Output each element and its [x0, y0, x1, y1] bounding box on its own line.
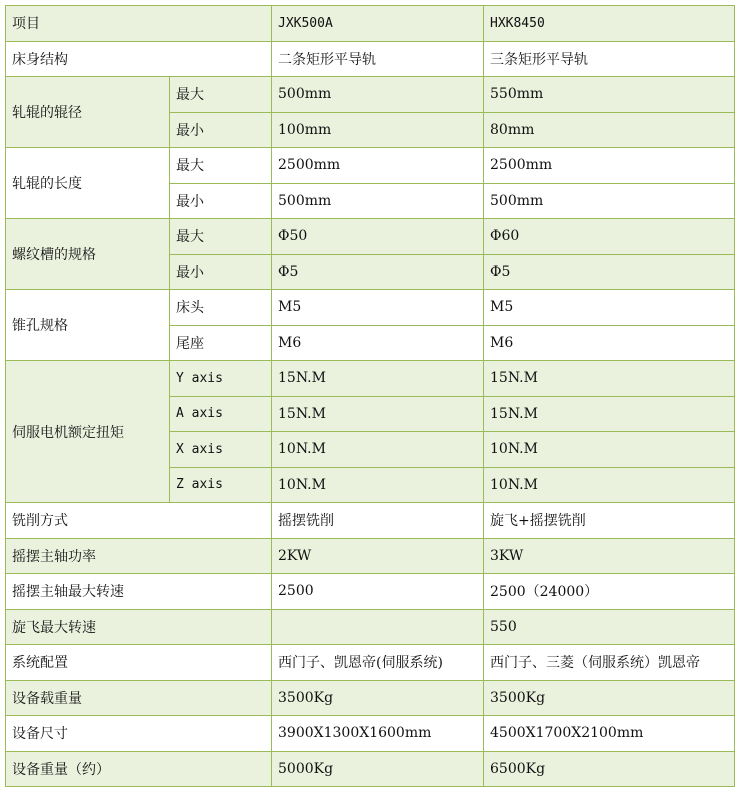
spindle-power-value-2: 3KW: [484, 538, 735, 574]
servo-y-2: 15N.M: [484, 361, 735, 397]
servo-x-2: 10N.M: [484, 432, 735, 468]
groove-min-2: Φ5: [484, 254, 735, 290]
roll-diameter-max-sub: 最大: [170, 77, 272, 113]
bed-label: 床身结构: [6, 41, 272, 77]
servo-y-1: 15N.M: [272, 361, 484, 397]
servo-label: 伺服电机额定扭矩: [6, 361, 170, 503]
table-row-taper-head: [6, 290, 735, 326]
spec-table: [5, 5, 735, 787]
groove-min-sub: 最小: [170, 254, 272, 290]
taper-head-1: M5: [272, 290, 484, 326]
weight-label: 设备重量（约）: [6, 751, 272, 787]
table-row-fly-speed: [6, 609, 735, 645]
roll-length-min-1: 500mm: [272, 183, 484, 219]
spindle-speed-value-2: 2500（24000）: [484, 574, 735, 610]
spindle-speed-value-1: 2500: [272, 574, 484, 610]
spindle-power-label: 摇摆主轴功率: [6, 538, 272, 574]
header-model-1: JXK500A: [272, 6, 484, 42]
roll-length-min-2: 500mm: [484, 183, 735, 219]
table-row-roll-length-max: [6, 148, 735, 184]
weight-value-2: 6500Kg: [484, 751, 735, 787]
table-row-milling: [6, 503, 735, 539]
table-row-header: [6, 6, 735, 42]
table-row-weight: [6, 751, 735, 787]
spindle-power-value-1: 2KW: [272, 538, 484, 574]
roll-length-max-1: 2500mm: [272, 148, 484, 184]
bed-value-1: 二条矩形平导轨: [272, 41, 484, 77]
table-row-size: [6, 716, 735, 752]
table-row-spindle-speed: [6, 574, 735, 610]
roll-length-max-sub: 最大: [170, 148, 272, 184]
groove-max-sub: 最大: [170, 219, 272, 255]
table-row-load: [6, 680, 735, 716]
servo-a-1: 15N.M: [272, 396, 484, 432]
load-value-1: 3500Kg: [272, 680, 484, 716]
servo-x-1: 10N.M: [272, 432, 484, 468]
roll-diameter-min-sub: 最小: [170, 112, 272, 148]
taper-head-2: M5: [484, 290, 735, 326]
roll-diameter-min-2: 80mm: [484, 112, 735, 148]
servo-a-sub: A axis: [170, 396, 272, 432]
roll-length-max-2: 2500mm: [484, 148, 735, 184]
system-label: 系统配置: [6, 645, 272, 681]
size-label: 设备尺寸: [6, 716, 272, 752]
groove-label: 螺纹槽的规格: [6, 219, 170, 290]
bed-value-2: 三条矩形平导轨: [484, 41, 735, 77]
taper-tail-2: M6: [484, 325, 735, 361]
roll-diameter-max-2: 550mm: [484, 77, 735, 113]
load-value-2: 3500Kg: [484, 680, 735, 716]
groove-min-1: Φ5: [272, 254, 484, 290]
size-value-2: 4500X1700X2100mm: [484, 716, 735, 752]
servo-z-1: 10N.M: [272, 467, 484, 503]
header-model-2: HXK8450: [484, 6, 735, 42]
roll-diameter-label: 轧辊的辊径: [6, 77, 170, 148]
servo-y-sub: Y axis: [170, 361, 272, 397]
table-row-spindle-power: [6, 538, 735, 574]
milling-label: 铣削方式: [6, 503, 272, 539]
fly-speed-value-1: [272, 609, 484, 645]
roll-length-label: 轧辊的长度: [6, 148, 170, 219]
weight-value-1: 5000Kg: [272, 751, 484, 787]
table-row-bed: [6, 41, 735, 77]
table-row-roll-diameter-max: [6, 77, 735, 113]
system-value-1: 西门子、凯恩帝(伺服系统): [272, 645, 484, 681]
table-row-system: [6, 645, 735, 681]
header-label: 项目: [6, 6, 272, 42]
taper-head-sub: 床头: [170, 290, 272, 326]
servo-z-2: 10N.M: [484, 467, 735, 503]
fly-speed-value-2: 550: [484, 609, 735, 645]
taper-tail-1: M6: [272, 325, 484, 361]
system-value-2: 西门子、三菱（伺服系统）凯恩帝: [484, 645, 735, 681]
groove-max-2: Φ60: [484, 219, 735, 255]
taper-label: 锥孔规格: [6, 290, 170, 361]
table-row-servo-y: [6, 361, 735, 397]
load-label: 设备载重量: [6, 680, 272, 716]
servo-x-sub: X axis: [170, 432, 272, 468]
servo-z-sub: Z axis: [170, 467, 272, 503]
fly-speed-label: 旋飞最大转速: [6, 609, 272, 645]
spindle-speed-label: 摇摆主轴最大转速: [6, 574, 272, 610]
milling-value-2: 旋飞+摇摆铣削: [484, 503, 735, 539]
roll-diameter-min-1: 100mm: [272, 112, 484, 148]
servo-a-2: 15N.M: [484, 396, 735, 432]
taper-tail-sub: 尾座: [170, 325, 272, 361]
roll-diameter-max-1: 500mm: [272, 77, 484, 113]
table-row-groove-max: [6, 219, 735, 255]
roll-length-min-sub: 最小: [170, 183, 272, 219]
milling-value-1: 摇摆铣削: [272, 503, 484, 539]
groove-max-1: Φ50: [272, 219, 484, 255]
size-value-1: 3900X1300X1600mm: [272, 716, 484, 752]
